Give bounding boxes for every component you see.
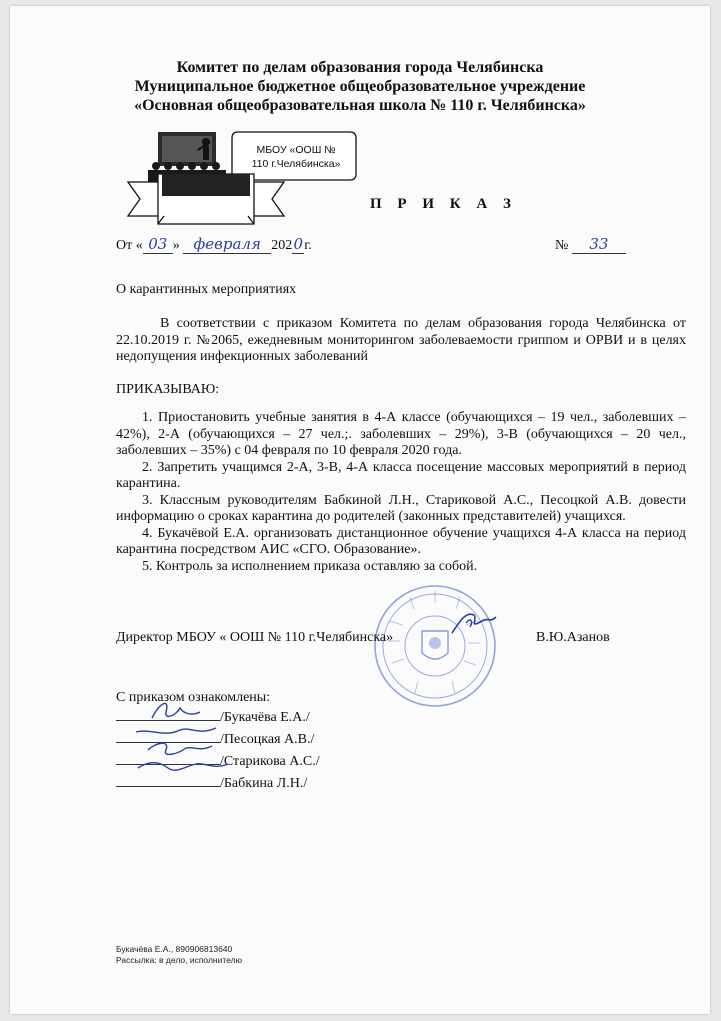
- logo-bubble-line-2: 110 г.Челябинска»: [251, 158, 341, 170]
- letterhead-line-committee: Комитет по делам образования города Челябинска: [176, 59, 544, 76]
- director-name: В.Ю.Азанов: [536, 630, 610, 645]
- date-year-digit: 0: [293, 235, 303, 253]
- footer-executor: Букачёва Е.А., 890906813640: [116, 944, 233, 954]
- date-day: 03: [143, 235, 173, 254]
- order-number: [555, 235, 626, 254]
- letterhead-line-institution-type: Муниципальное бюджетное общеобразовательное учреждение: [134, 78, 586, 95]
- order-number-prefix: №: [555, 238, 569, 253]
- acknowledgement-title: С приказом ознакомлены:: [116, 690, 271, 705]
- date-mid: »: [172, 238, 180, 253]
- date-year-prefix: 202: [271, 238, 293, 253]
- order-subject: О карантинных мероприятиях: [116, 282, 297, 297]
- document-title: П Р И К А З: [370, 196, 517, 212]
- logo-bubble-line-1: МБОУ «ООШ №: [256, 144, 336, 156]
- official-stamp-icon: [370, 581, 500, 711]
- order-item: 5. Контроль за исполнением приказа оставляю за собой.: [142, 558, 478, 574]
- document-page: [10, 6, 710, 1014]
- acknowledgement-person: /Бабкина Л.Н./: [220, 776, 308, 791]
- order-number-value: 33: [572, 235, 626, 254]
- logo-bubble-text: [240, 143, 352, 171]
- acknowledgement-person: /Старикова А.С./: [220, 754, 320, 769]
- order-directive-word: ПРИКАЗЫВАЮ:: [116, 382, 220, 397]
- footer-distribution: Рассылка: в дело, исполнителю: [116, 955, 242, 965]
- order-item: 1. Приостановить учебные занятия в 4-А классе (обучающихся – 19 чел., заболевших – 42%), 2-А (обучающихся – 27 чел.;. заболевших – 29%), 3-В (обучающихся – 20 чел., заболевших – 35%) с 04 февраля по 10 февраля 2020 года.: [116, 410, 686, 458]
- order-date: [116, 235, 312, 254]
- order-item: 3. Классным руководителям Бабкиной Л.Н., Стариковой А.С., Песоцкой А.В. довести информацию о сроках карантина до родителей (законных представителей) учащихся.: [116, 492, 686, 524]
- document-footer: [116, 944, 242, 966]
- acknowledgement-person: /Букачёва Е.А./: [220, 710, 310, 725]
- letterhead: [10, 58, 710, 115]
- date-suffix: г.: [304, 238, 312, 253]
- acknowledgement-person: /Песоцкая А.В./: [220, 732, 315, 747]
- order-preamble: В соответствии с приказом Комитета по делам образования города Челябинска от 22.10.2019 г. №2065, ежедневным мониторингом заболеваемости гриппом и ОРВИ и в целях недопущения инфекционных заболеваний: [116, 316, 686, 364]
- letterhead-line-school-name: «Основная общеобразовательная школа № 110 г. Челябинска»: [134, 97, 586, 114]
- director-signature-row: [116, 630, 656, 646]
- director-position: Директор МБОУ « ООШ № 110 г.Челябинска»: [116, 630, 394, 645]
- date-month: февраля: [183, 235, 271, 254]
- order-item: 2. Запретить учащимся 2-А, 3-В, 4-А класса посещение массовых мероприятий в период карантина.: [116, 459, 686, 491]
- order-item: 4. Букачёвой Е.А. организовать дистанционное обучение учащихся 4-А класса на период карантина посредством АИС «СГО. Образование».: [116, 525, 686, 557]
- school-logo-icon: [118, 124, 358, 234]
- order-items: [116, 410, 686, 575]
- handwritten-signatures-icon: [130, 694, 240, 784]
- date-prefix: От «: [116, 238, 143, 253]
